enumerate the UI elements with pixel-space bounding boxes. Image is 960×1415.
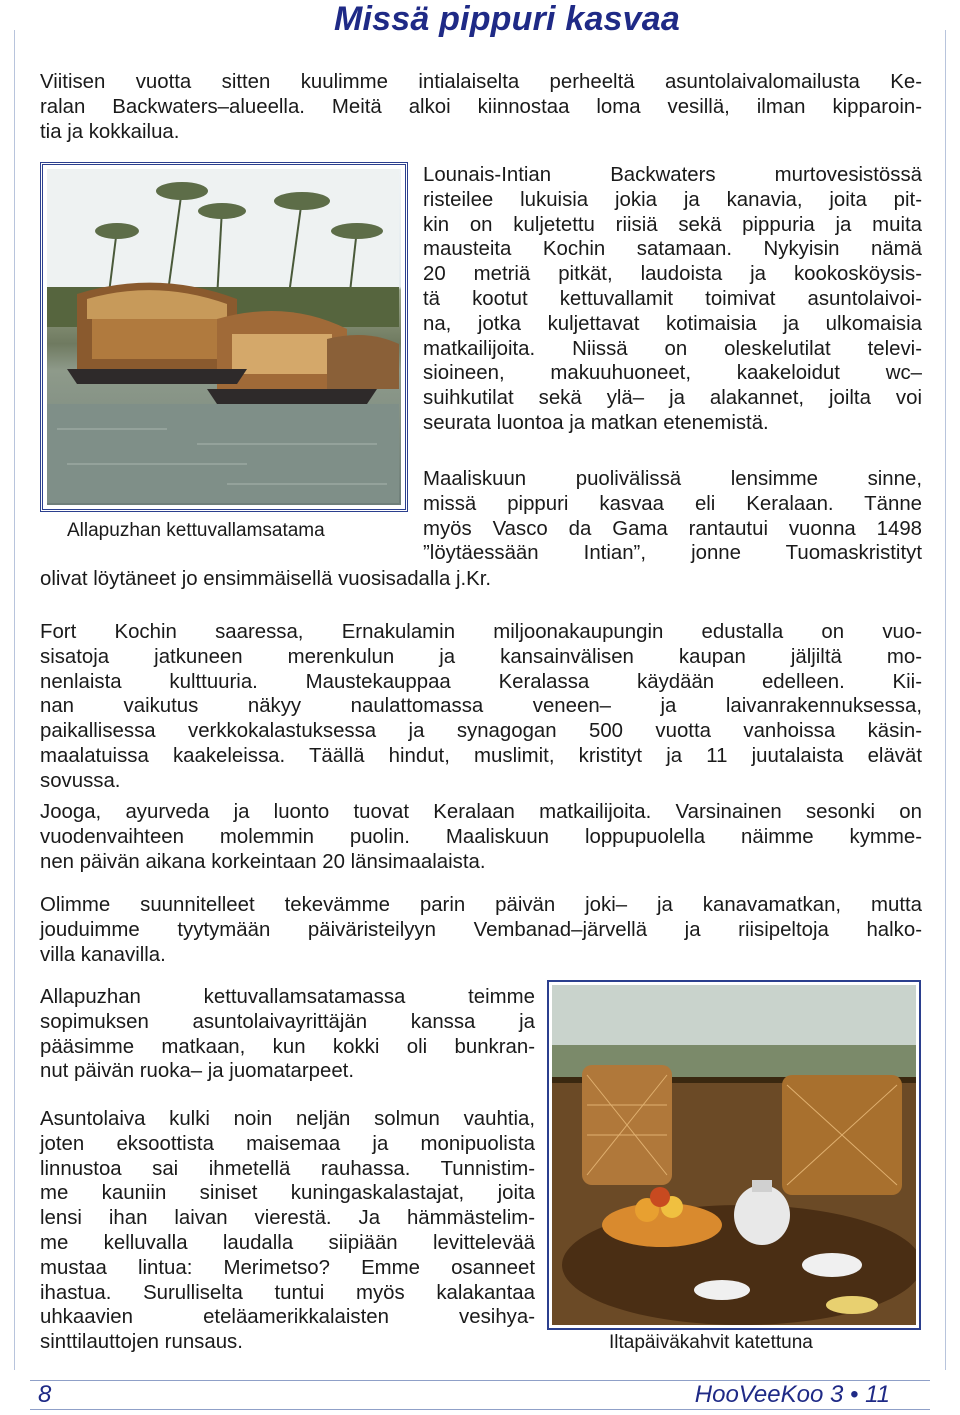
right-col-line: risteilee lukuisia jokia ja kanavia, joita pit- [423,188,922,211]
para-allapuzhan-line: sopimuksen asuntolaivayrittäjän kanssa ja [40,1010,535,1033]
houseboat-photo [47,169,401,505]
intro-paragraph [40,70,922,144]
para-asuntolaiva-line: ihastua. Surulliselta tuntui myös kalakantaa [40,1281,535,1304]
para-fort-line: sovussa. [40,769,121,792]
para-jooga-line: Jooga, ayurveda ja luonto tuovat Keralaan matkailijoita. Varsinainen sesonki on [40,801,922,823]
para-fort-line: Fort Kochin saaressa, Ernakulamin miljoonakaupungin edustalla on vuo- [40,621,922,643]
right-col-line: matkailijoita. Niissä on oleskelutilat televi- [423,337,922,360]
coffee-photo [552,985,916,1325]
para-fort-line: sisatoja jatkuneen merenkulun ja kansainvälisen kaupan jäljiltä mo- [40,645,922,668]
para-olimme-line: villa kanavilla. [40,943,166,966]
right-col2-line: ”löytäessään Intian”, jonne Tuomaskristityt [423,542,922,565]
para-asuntolaiva-line: joten eksoottista maisemaa ja monipuolista [40,1132,535,1155]
right-col-line: seurata luontoa ja matkan etenemistä. [423,411,769,434]
right-col-line: mausteita Kochin satamaan. Nykyisin nämä [423,238,922,261]
para-asuntolaiva-line: me kauniin siniset kuningaskalastajat, joita [40,1182,535,1205]
right-col-line: sioineen, makuuhuoneet, kaakeloidut wc– [423,362,922,385]
backwaters-paragraph [423,163,922,436]
para-asuntolaiva-line: uhkaavien eteläamerikkalaisten vesihya- [40,1306,535,1329]
right-col2-line: missä pippuri kasvaa eli Keralaan. Tänne [423,492,922,515]
para-asuntolaiva-line: linnustoa sai ihmetellä rauhassa. Tunnistim- [40,1157,535,1180]
intro-line: ralan Backwaters–alueella. Meitä alkoi kiinnostaa loma vesillä, ilman kipparoin- [40,95,922,118]
page-frame-right [945,30,946,1370]
para-allapuzhan-line: pääsimme matkaan, kun kokki oli bunkran- [40,1035,535,1058]
asuntolaiva-paragraph [40,1107,535,1355]
magazine-issue: HooVeeKoo 3 • 11 [694,1381,890,1408]
page-frame-left [14,30,15,1370]
para-fort-line: maalatuissa kaakeleissa. Täällä hindut, muslimit, kristityt ja 11 juutalaista elävät [40,744,922,767]
olimme-paragraph [40,893,922,967]
coffee-photo-frame [547,980,921,1330]
right-col2-line: myös Vasco da Gama rantautui vuonna 1498 [423,517,922,540]
intro-line: tia ja kokkailua. [40,120,180,143]
allapuzhan-paragraph [40,985,535,1084]
intro-line: Viitisen vuotta sitten kuulimme intialaiselta perheeltä asuntolaivalomailusta Ke- [40,71,922,93]
right-col-line: Lounais-Intian Backwaters murtovesistössä [423,164,922,186]
para-asuntolaiva-line: mustaa lintua: Merimetso? Emme osanneet [40,1256,535,1279]
right-col-line: suihkutilat sekä ylä– ja alakannet, joilta voi [423,387,922,410]
para-olimme-line: jouduimme tyytymään päiväristeilyyn Vembanad–järvellä ja riisipeltoja halko- [40,918,922,941]
kerala-arrival-paragraph [423,467,922,566]
right-col2-line: Maaliskuun puolivälissä lensimme sinne, [423,468,922,490]
right-col-line: tä kootut kettuvallamit toimivat asuntolaivoi- [423,287,922,310]
page-number: 8 [38,1381,52,1408]
para-fort-line: nan vaikutus näkyy naulattomassa veneen– ja laivanrakennuksessa, [40,695,922,718]
para-allapuzhan-line: Allapuzhan kettuvallamsatamassa teimme [40,986,535,1008]
houseboat-caption: Allapuzhan kettuvallamsatama [67,520,325,541]
para-asuntolaiva-line: me kelluvalla laudalla siipiään levittelevää [40,1231,535,1254]
para-olimme-line: Olimme suunnitelleet tekevämme parin päivän joki– ja kanavamatkan, mutta [40,894,922,916]
fort-kochin-paragraph [40,620,922,794]
coffee-caption: Iltapäiväkahvit katettuna [609,1332,813,1353]
coffee-illustration [552,985,916,1325]
para-asuntolaiva-line: Asuntolaiva kulki noin neljän solmun vauhtia, [40,1108,535,1130]
para-asuntolaiva-line: lensi ihan laivan vierestä. Ja hämmästelim- [40,1207,535,1230]
para-jooga-line: vuodenvaihteen molemmin puolin. Maaliskuun loppupuolella näimme kymme- [40,825,922,848]
para-allapuzhan-line: nut päivän ruoka– ja juomatarpeet. [40,1060,354,1083]
para-jooga-line: nen päivän aikana korkeintaan 20 länsimaalaista. [40,850,486,873]
para-fort-line: paikallisessa verkkokalastuksessa ja synagogan 500 vuotta vanhoissa käsin- [40,720,922,743]
para-asuntolaiva-line: sinttilauttojen runsaus. [40,1331,243,1354]
kerala-arrival-tail [40,567,922,592]
para-fort-line: nenlaista kulttuuria. Maustekauppaa Keralassa käydään edelleen. Kii- [40,670,922,693]
jooga-paragraph [40,800,922,874]
right-col-line: 20 metriä pitkät, laudoista ja kookosköysis- [423,263,922,286]
kerala-arrival-tail-line: olivat löytäneet jo ensimmäisellä vuosisadalla j.Kr. [40,568,492,590]
right-col-line: na, jotka kuljettavat kotimaisia ja ulkomaisia [423,312,922,335]
houseboat-photo-frame [40,162,408,512]
houseboat-illustration [47,169,399,503]
article-title: Missä pippuri kasvaa [333,0,680,38]
right-col-line: kin on kuljetettu riisiä sekä pippuria ja muita [423,213,922,236]
